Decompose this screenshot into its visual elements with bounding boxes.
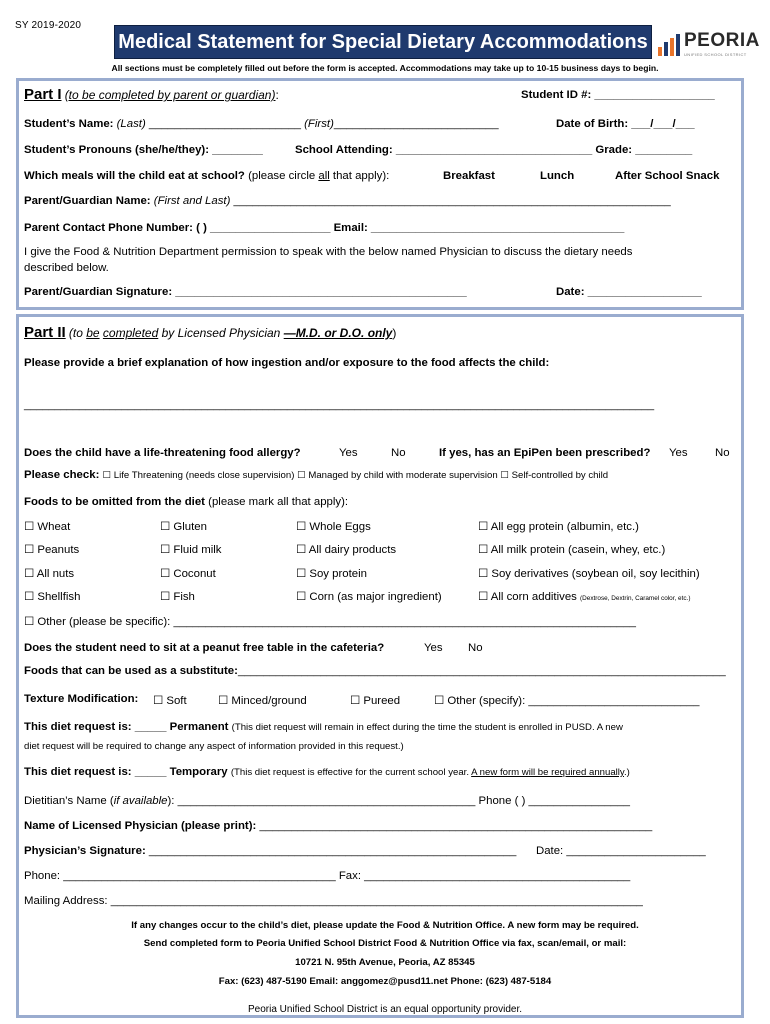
food-coconut[interactable]: ☐ Coconut — [160, 568, 216, 580]
guardian-signature-date[interactable]: Date: __________________ — [556, 286, 702, 298]
equal-opportunity: Peoria Unified School District is an equal opportunity provider. — [247, 1004, 523, 1015]
food-shellfish[interactable]: ☐ Shellfish — [24, 591, 81, 603]
peanut-table-no[interactable]: No — [468, 642, 483, 654]
dietitian-field[interactable]: Dietitian’s Name (if available): _______________________________________________ Phone ( ) ________________ — [24, 795, 630, 807]
form-notice: All sections must be completely filled out before the form is accepted. Accommodations may take up to 10-15 business days to begin. — [111, 63, 659, 73]
student-id-field[interactable]: Student ID #: ___________________ — [521, 89, 715, 101]
form-title: Medical Statement for Special Dietary Accommodations — [118, 30, 648, 53]
food-soy-derivatives[interactable]: ☐ Soy derivatives (soybean oil, soy lecithin) — [478, 568, 700, 580]
food-soy-protein[interactable]: ☐ Soy protein — [296, 568, 367, 580]
foods-omitted-label: Foods to be omitted from the diet (please mark all that apply): — [24, 496, 349, 508]
physician-phone-fax[interactable]: Phone: ___________________________________________ Fax: __________________________________________ — [24, 870, 631, 882]
food-dairy[interactable]: ☐ All dairy products — [296, 544, 397, 556]
footer-address: 10721 N. 95th Avenue, Peoria, AZ 85345 — [295, 957, 475, 968]
guardian-name-field[interactable]: Parent/Guardian Name: (First and Last) _____________________________________________________________________ — [24, 195, 671, 207]
epipen-no[interactable]: No — [715, 447, 730, 459]
food-fluid-milk[interactable]: ☐ Fluid milk — [160, 544, 222, 556]
food-milk-protein[interactable]: ☐ All milk protein (casein, whey, etc.) — [478, 544, 666, 556]
food-all-nuts[interactable]: ☐ All nuts — [24, 568, 75, 580]
logo-bars-icon — [658, 34, 682, 56]
meal-option-lunch[interactable]: Lunch — [540, 170, 575, 182]
supervision-check[interactable]: Please check: ☐ Life Threatening (needs close supervision) ☐ Managed by child with moderate supervision ☐ Self-controlled by child — [24, 469, 609, 481]
temporary-request[interactable]: This diet request is: _____ Temporary (This diet request is effective for the current school year. A new form will be required annually.) — [24, 766, 630, 778]
food-other-field[interactable]: ☐ Other (please be specific): _________________________________________________________________________ — [24, 616, 636, 628]
logo-text: PEORIA — [684, 30, 760, 51]
texture-label: Texture Modification: — [24, 693, 139, 705]
permission-text-2: described below. — [24, 262, 109, 274]
explanation-question: Please provide a brief explanation of how ingestion and/or exposure to the food affects the child: — [24, 357, 550, 369]
permanent-request[interactable]: This diet request is: _____ Permanent (This diet request will remain in effect during the time the student is enrolled in PUSD. A new — [24, 721, 623, 733]
district-logo — [656, 30, 760, 58]
school-grade-field[interactable]: School Attending: _______________________________ Grade: _________ — [295, 144, 693, 156]
allergy-no[interactable]: No — [391, 447, 406, 459]
date-of-birth-field[interactable]: Date of Birth: ___/___/___ — [556, 118, 695, 130]
physician-signature-field[interactable]: Physician’s Signature: __________________________________________________________ — [24, 845, 517, 857]
texture-soft[interactable]: ☐ Soft — [153, 695, 187, 707]
permission-text-1: I give the Food & Nutrition Department permission to speak with the below named Physician to discuss the dietary needs — [24, 246, 633, 258]
food-egg-protein[interactable]: ☐ All egg protein (albumin, etc.) — [478, 521, 639, 533]
substitute-field[interactable]: Foods that can be used as a substitute:_____________________________________________________________________________ — [24, 665, 726, 677]
logo-subtext: UNIFIED SCHOOL DISTRICT — [684, 52, 747, 57]
texture-minced[interactable]: ☐ Minced/ground — [218, 695, 307, 707]
physician-date-field[interactable]: Date: ______________________ — [536, 845, 706, 857]
epipen-question: If yes, has an EpiPen been prescribed? — [439, 447, 651, 459]
peanut-table-yes[interactable]: Yes — [424, 642, 443, 654]
part2-heading: Part II (to be completed by Licensed Physician —M.D. or D.O. only) — [24, 324, 397, 341]
student-name-field[interactable]: Student’s Name: (Last) ________________________ (First)__________________________ — [24, 118, 499, 130]
food-wheat[interactable]: ☐ Wheat — [24, 521, 71, 533]
form-title-bar — [114, 25, 652, 59]
peanut-table-question: Does the student need to sit at a peanut free table in the cafeteria? — [24, 642, 385, 654]
allergy-question: Does the child have a life-threatening food allergy? — [24, 447, 301, 459]
texture-pureed[interactable]: ☐ Pureed — [350, 695, 401, 707]
guardian-signature-field[interactable]: Parent/Guardian Signature: ______________________________________________ — [24, 286, 467, 298]
mailing-address-field[interactable]: Mailing Address: ____________________________________________________________________________________ — [24, 895, 643, 907]
allergy-yes[interactable]: Yes — [339, 447, 358, 459]
part1-box — [16, 78, 744, 310]
school-year: SY 2019-2020 — [15, 20, 82, 31]
contact-phone-email-field[interactable]: Parent Contact Phone Number: ( ) ___________________ Email: ________________________________________ — [24, 222, 625, 234]
food-whole-eggs[interactable]: ☐ Whole Eggs — [296, 521, 371, 533]
food-corn[interactable]: ☐ Corn (as major ingredient) — [296, 591, 442, 603]
footer-line-2: Send completed form to Peoria Unified School District Food & Nutrition Office via fax, scan/email, or mail: — [143, 938, 627, 949]
part1-heading: Part I (to be completed by parent or guardian): — [24, 86, 279, 103]
texture-other[interactable]: ☐ Other (specify): ___________________________ — [434, 695, 700, 707]
epipen-yes[interactable]: Yes — [669, 447, 688, 459]
food-corn-additives[interactable]: ☐ All corn additives (Dextrose, Dextrin, Caramel color, etc.) — [478, 591, 691, 603]
food-fish[interactable]: ☐ Fish — [160, 591, 195, 603]
food-peanuts[interactable]: ☐ Peanuts — [24, 544, 80, 556]
footer-contact: Fax: (623) 487-5190 Email: anggomez@pusd11.net Phone: (623) 487-5184 — [218, 976, 552, 987]
physician-name-field[interactable]: Name of Licensed Physician (please print): ______________________________________________________________ — [24, 820, 653, 832]
meals-question: Which meals will the child eat at school? (please circle all that apply): — [24, 170, 390, 182]
footer-line-1: If any changes occur to the child’s diet, please update the Food & Nutrition Office. A new form may be required. — [131, 920, 639, 931]
permanent-request-note: diet request will be required to change any aspect of information provided in this request.) — [24, 741, 404, 752]
meal-option-breakfast[interactable]: Breakfast — [443, 170, 495, 182]
pronouns-field[interactable]: Student’s Pronouns (she/he/they): ________ — [24, 144, 263, 156]
food-gluten[interactable]: ☐ Gluten — [160, 521, 207, 533]
explanation-blank[interactable]: _______________________________________________________________________________________________________ — [24, 399, 655, 411]
meal-option-snack[interactable]: After School Snack — [615, 170, 720, 182]
